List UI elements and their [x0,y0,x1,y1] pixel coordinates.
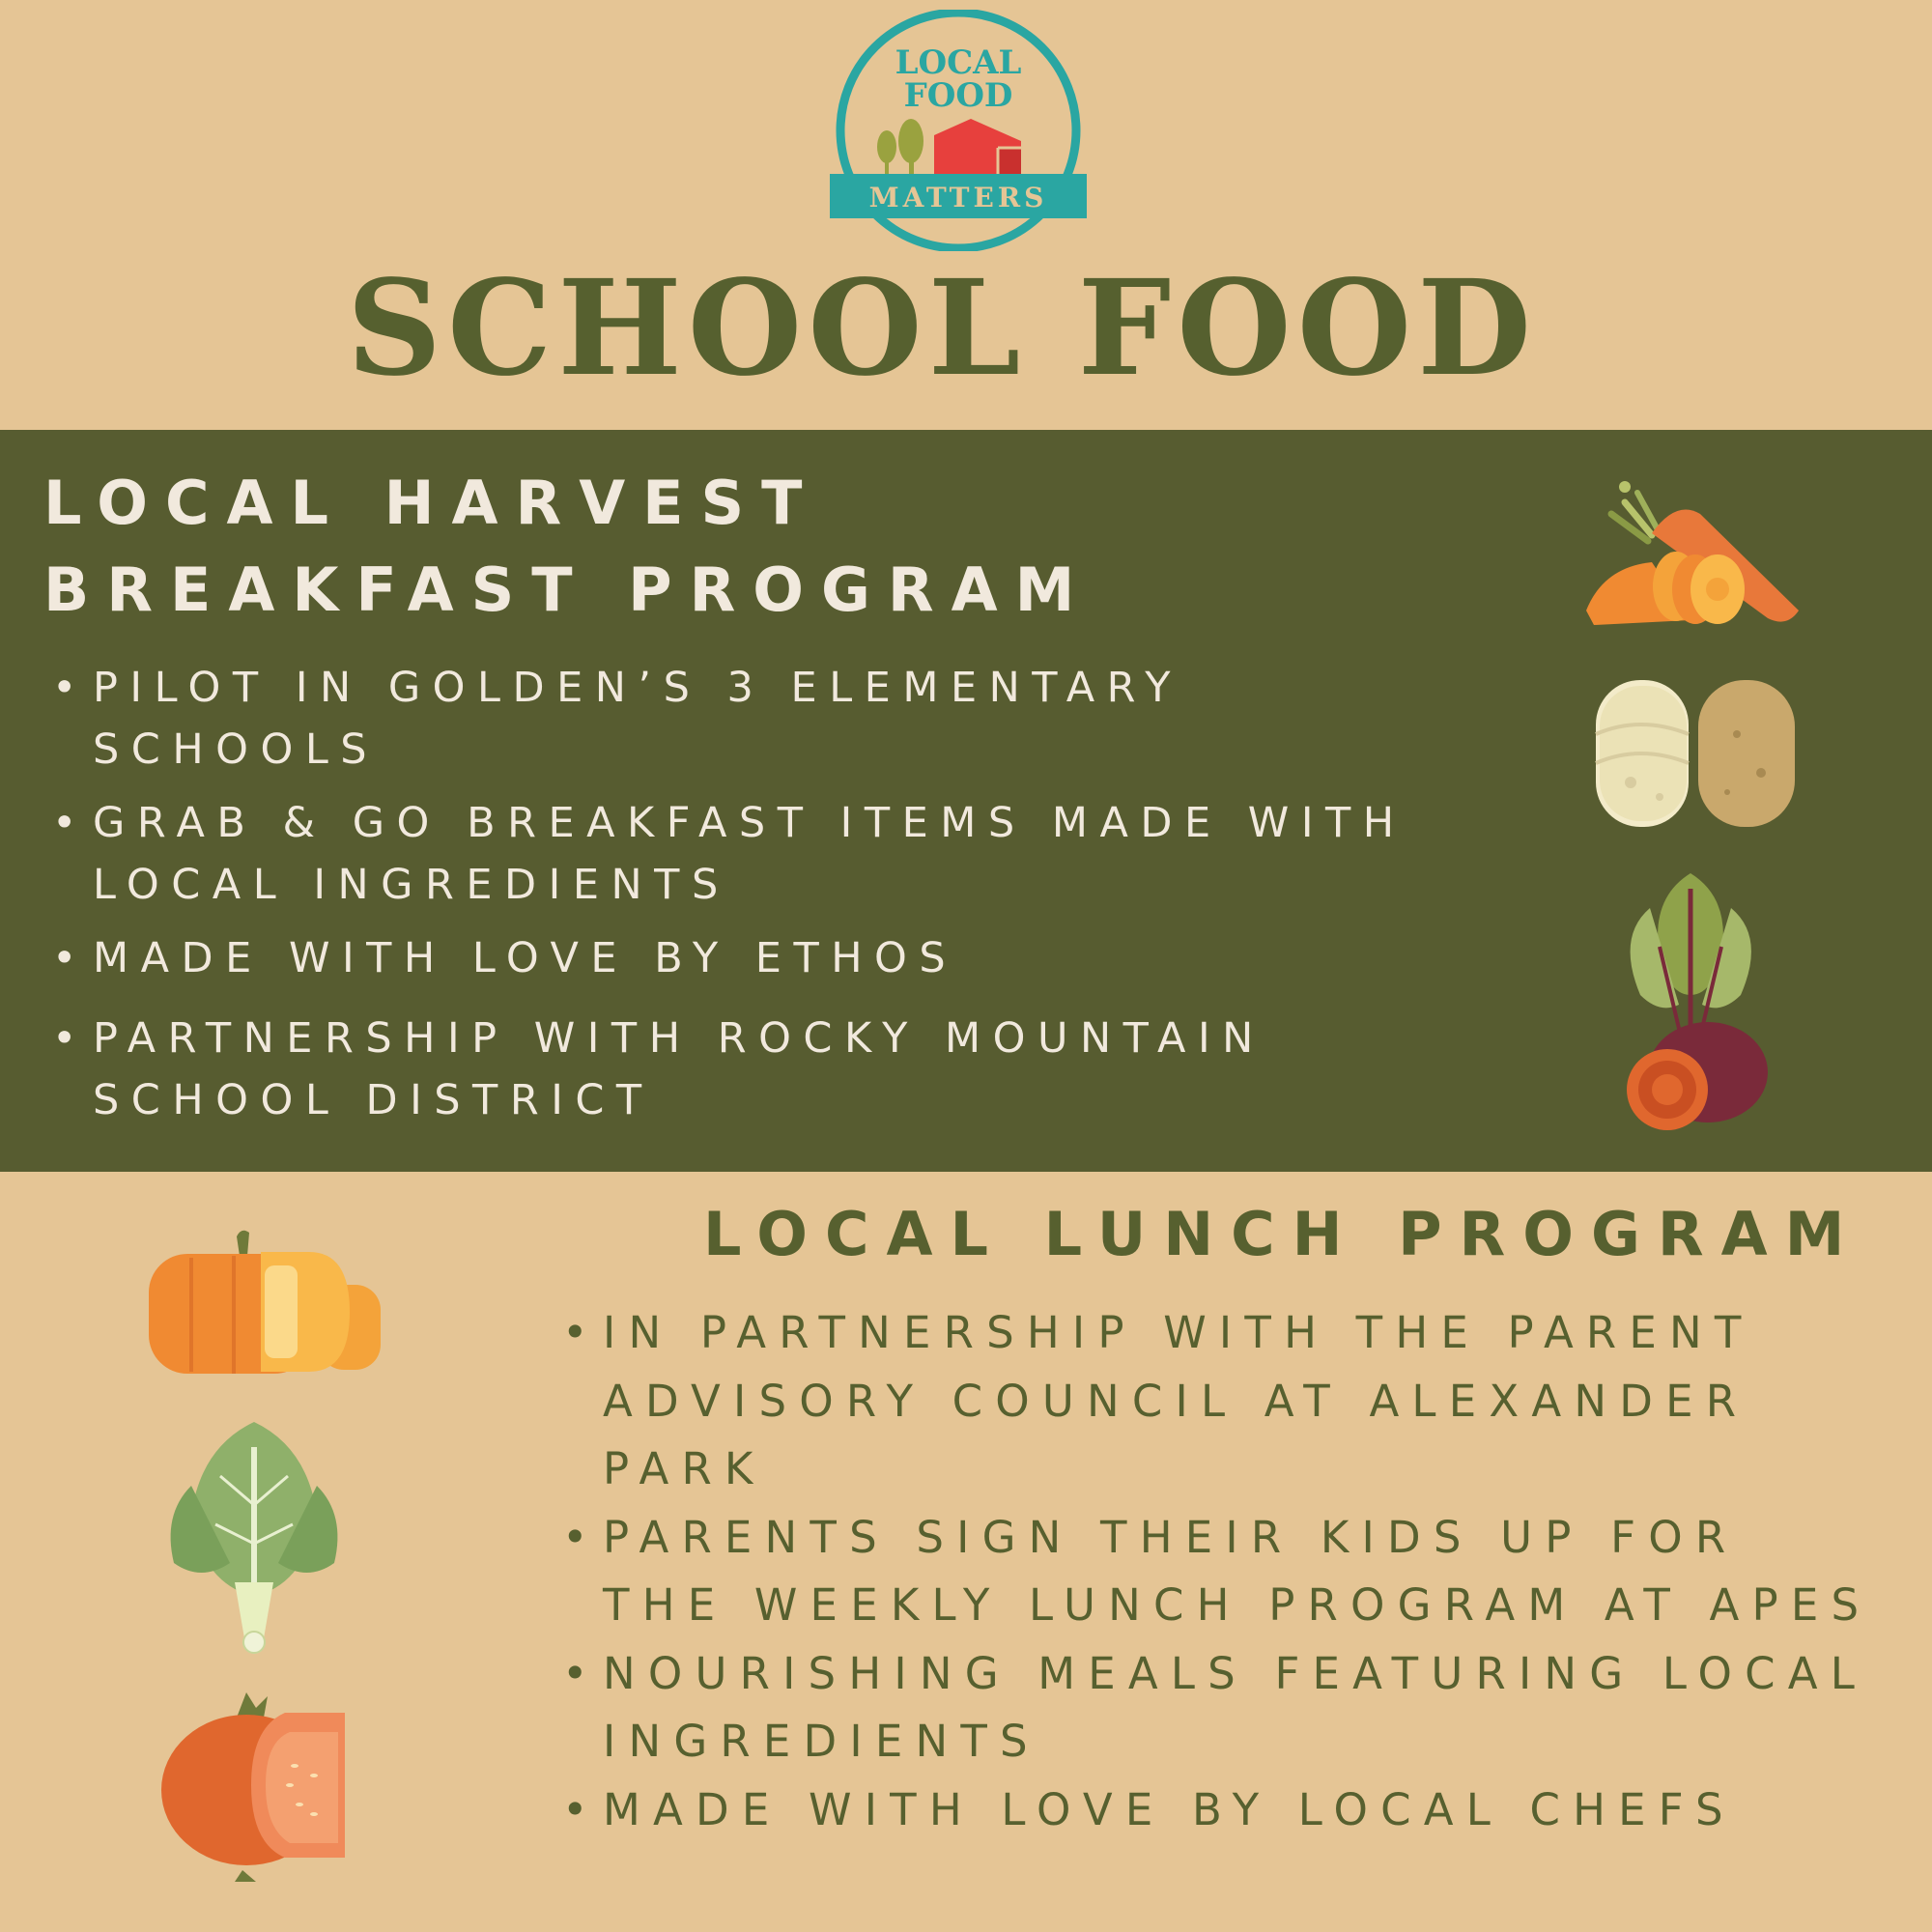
squash-icon [159,1689,348,1882]
list-item [52,657,1464,781]
page-title: SCHOOL FOOD [346,251,1538,406]
svg-text:LOCAL: LOCAL [895,43,1022,82]
bullet-glyph: • [562,1307,588,1358]
list-item [52,792,1464,916]
list-item-text: GRAB & GO BREAKFAST ITEMS MADE WITH LOCAL INGREDIENTS [93,799,1406,909]
list-item-text: PILOT IN GOLDEN’S 3 ELEMENTARY SCHOOLS [93,664,1183,774]
list-item-text: NOURISHING MEALS FEATURING LOCAL INGREDIENTS [603,1647,1868,1767]
bullet-glyph: • [562,1783,588,1835]
local-food-matters-logo [826,10,1092,251]
breakfast-bullet-list [52,657,1464,1143]
bullet-glyph: • [562,1511,588,1563]
bullet-glyph: • [52,664,77,712]
bullet-glyph: • [52,1014,77,1063]
lunch-heading: LOCAL LUNCH PROGRAM [703,1199,1862,1269]
pumpkin-icon [145,1227,383,1377]
breakfast-heading [43,460,1154,634]
list-item-text: PARENTS SIGN THEIR KIDS UP FOR THE WEEKLY LUNCH PROGRAM AT APES [603,1511,1872,1631]
svg-text:MATTERS: MATTERS [868,182,1048,213]
list-item-text: PARTNERSHIP WITH ROCKY MOUNTAIN SCHOOL DISTRICT [93,1014,1265,1124]
list-item [562,1640,1888,1776]
carrot-icon [1584,475,1806,630]
bullet-glyph: • [52,934,77,982]
list-item [562,1299,1888,1504]
svg-text:FOOD: FOOD [903,76,1013,115]
beet-icon [1611,869,1776,1130]
bok-choy-icon [162,1418,346,1655]
lunch-bullet-list [562,1299,1888,1844]
breakfast-heading-line1: LOCAL HARVEST [43,468,820,538]
list-item-text: MADE WITH LOVE BY LOCAL CHEFS [603,1783,1736,1835]
list-item [562,1776,1888,1845]
potato-icon [1592,676,1797,831]
list-item-text: IN PARTNERSHIP WITH THE PARENT ADVISORY COUNCIL AT ALEXANDER PARK [603,1307,1754,1494]
list-item [52,927,1464,989]
list-item [562,1504,1888,1640]
tree-icon [877,119,923,176]
bullet-glyph: • [562,1647,588,1699]
list-item-text: MADE WITH LOVE BY ETHOS [93,934,958,982]
list-item [52,1008,1464,1131]
bullet-glyph: • [52,799,77,847]
breakfast-heading-line2: BREAKFAST PROGRAM [43,554,1093,625]
barn-icon [934,119,1021,176]
